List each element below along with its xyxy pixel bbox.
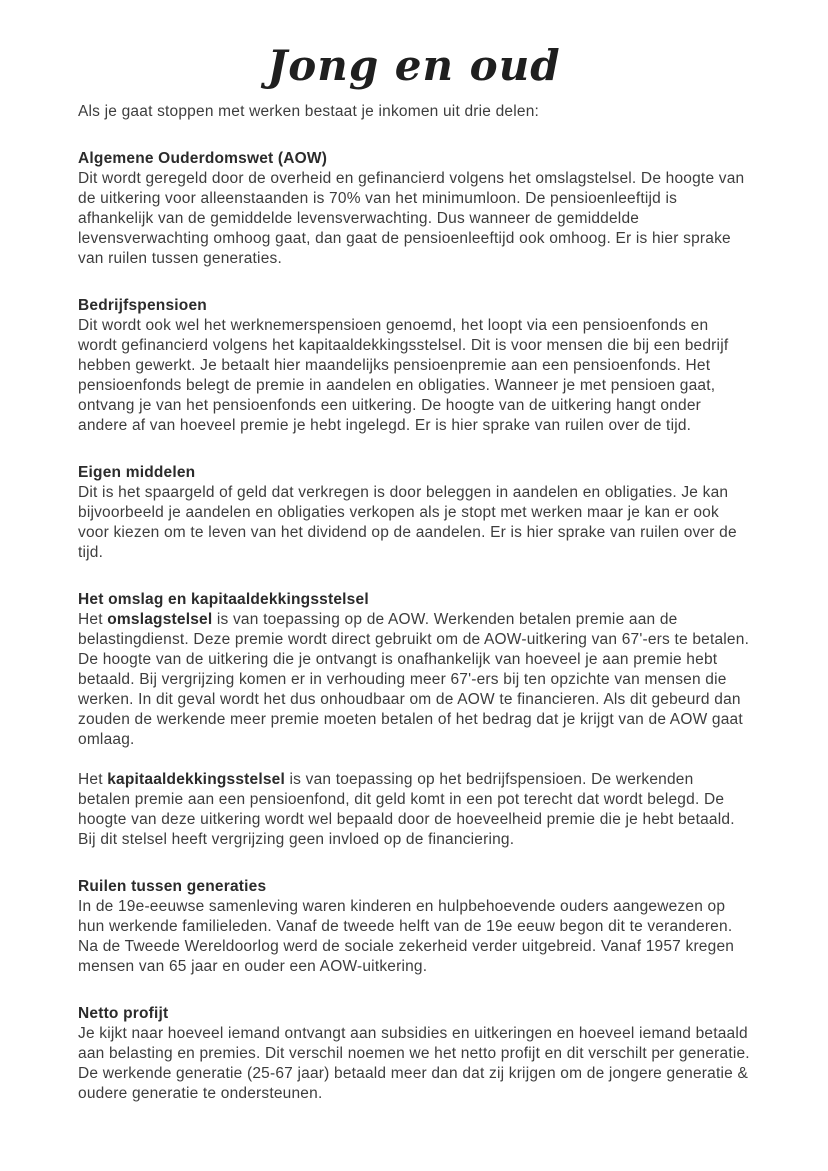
kapitaaldekking-prefix: Het — [78, 771, 108, 788]
section-stelsels — [78, 590, 750, 850]
omslagstelsel-prefix: Het — [78, 611, 108, 628]
section-eigen-middelen-heading: Eigen middelen — [78, 464, 196, 481]
section-netto-profijt-heading: Netto profijt — [78, 1005, 169, 1022]
section-stelsels-paragraph-kapitaaldekking — [78, 770, 750, 850]
section-eigen-middelen-body: Dit is het spaargeld of geld dat verkregen is door beleggen in aandelen en obligaties. Je kan bijvoorbeeld je aandelen en obligaties verkopen als je stopt met werken maar je kan er ook voor kiezen om te leven van het dividend op de aandelen. Er is hier sprake van ruilen over de tijd. — [78, 484, 737, 561]
section-netto-profijt-body: Je kijkt naar hoeveel iemand ontvangt aan subsidies en uitkeringen en hoeveel iemand betaald aan belasting en premies. Dit verschil noemen we het netto profijt en dit verschilt per generatie. De werkende generatie (25-67 jaar) betaald meer dan dat zij krijgen om de jongere generatie & oudere generatie te ondersteunen. — [78, 1025, 750, 1102]
section-ruilen-generaties-heading: Ruilen tussen generaties — [78, 878, 267, 895]
section-stelsels-heading: Het omslag en kapitaaldekkingsstelsel — [78, 591, 369, 608]
section-ruilen-generaties-body: In de 19e-eeuwse samenleving waren kinderen en hulpbehoevende ouders aangewezen op hun werkende familieleden. Vanaf de tweede helft van de 19e eeuw begon dit te veranderen. Na de Tweede Wereldoorlog werd de sociale zekerheid verder uitgebreid. Vanaf 1957 kregen mensen van 65 jaar en ouder een AOW-uitkering. — [78, 898, 735, 975]
section-aow — [78, 149, 750, 269]
section-bedrijfspensioen-body: Dit wordt ook wel het werknemerspensioen genoemd, het loopt via een pensioenfonds en wordt gefinancierd volgens het kapitaaldekkingsstelsel. Dit is voor mensen die bij een bedrijf hebben gewerkt. Je betaalt hier maandelijks pensioenpremie aan een pensioenfonds. Het pensioenfonds belegt de premie in aandelen en obligaties. Wanneer je met pensioen gaat, ontvang je van het pensioenfonds een uitkering. De hoogte van de uitkering hangt onder andere af van hoeveel premie je hebt ingelegd. Er is hier sprake van ruilen over de tijd. — [78, 317, 729, 434]
page-title: Jong en oud — [267, 41, 561, 90]
section-eigen-middelen — [78, 463, 750, 563]
omslagstelsel-term: omslagstelsel — [107, 611, 213, 628]
section-netto-profijt — [78, 1004, 750, 1104]
kapitaaldekking-term: kapitaaldekkingsstelsel — [107, 771, 286, 788]
kapitaaldekking-rest: is van toepassing op het bedrijfspensioen. De werkenden betalen premie aan een pensioenfond, dit geld komt in een pot terecht dat wordt belegd. De hoogte van deze uitkering wordt wel bepaald door de hoeveelheid premie die je hebt betaald. Bij dit stelsel heeft vergrijzing geen invloed op de financiering. — [78, 771, 735, 848]
section-ruilen-generaties — [78, 877, 750, 977]
intro-text: Als je gaat stoppen met werken bestaat je inkomen uit drie delen: — [78, 103, 540, 120]
omslagstelsel-rest: is van toepassing op de AOW. Werkenden betalen premie aan de belastingdienst. Deze premie wordt direct gebruikt om de AOW-uitkering van 67'-ers te betalen. De hoogte van de uitkering die je ontvangt is onafhankelijk van hoeveel je aan premie hebt betaald. Bij vergrijzing komen er in verhouding meer 67'-ers bij ten opzichte van mensen die werken. In dit geval wordt het dus onhoudbaar om de AOW te financieren. Als dit gebeurd dan zouden de werkende meer premie moeten betalen of het bedrag dat je krijgt van de AOW gaat omlaag. — [78, 611, 750, 748]
section-bedrijfspensioen — [78, 296, 750, 436]
section-aow-body: Dit wordt geregeld door de overheid en gefinancierd volgens het omslagstelsel. De hoogte van de uitkering voor alleenstaanden is 70% van het minimumloon. De pensioenleeftijd is afhankelijk van de gemiddelde levensverwachting. Dus wanneer de gemiddelde levensverwachting omhoog gaat, dan gaat de pensioenleeftijd ook omhoog. Er is hier sprake van ruilen tussen generaties. — [78, 170, 745, 267]
section-bedrijfspensioen-heading: Bedrijfspensioen — [78, 297, 207, 314]
section-stelsels-paragraph-omslagstelsel — [78, 610, 750, 750]
section-aow-heading: Algemene Ouderdomswet (AOW) — [78, 150, 328, 167]
